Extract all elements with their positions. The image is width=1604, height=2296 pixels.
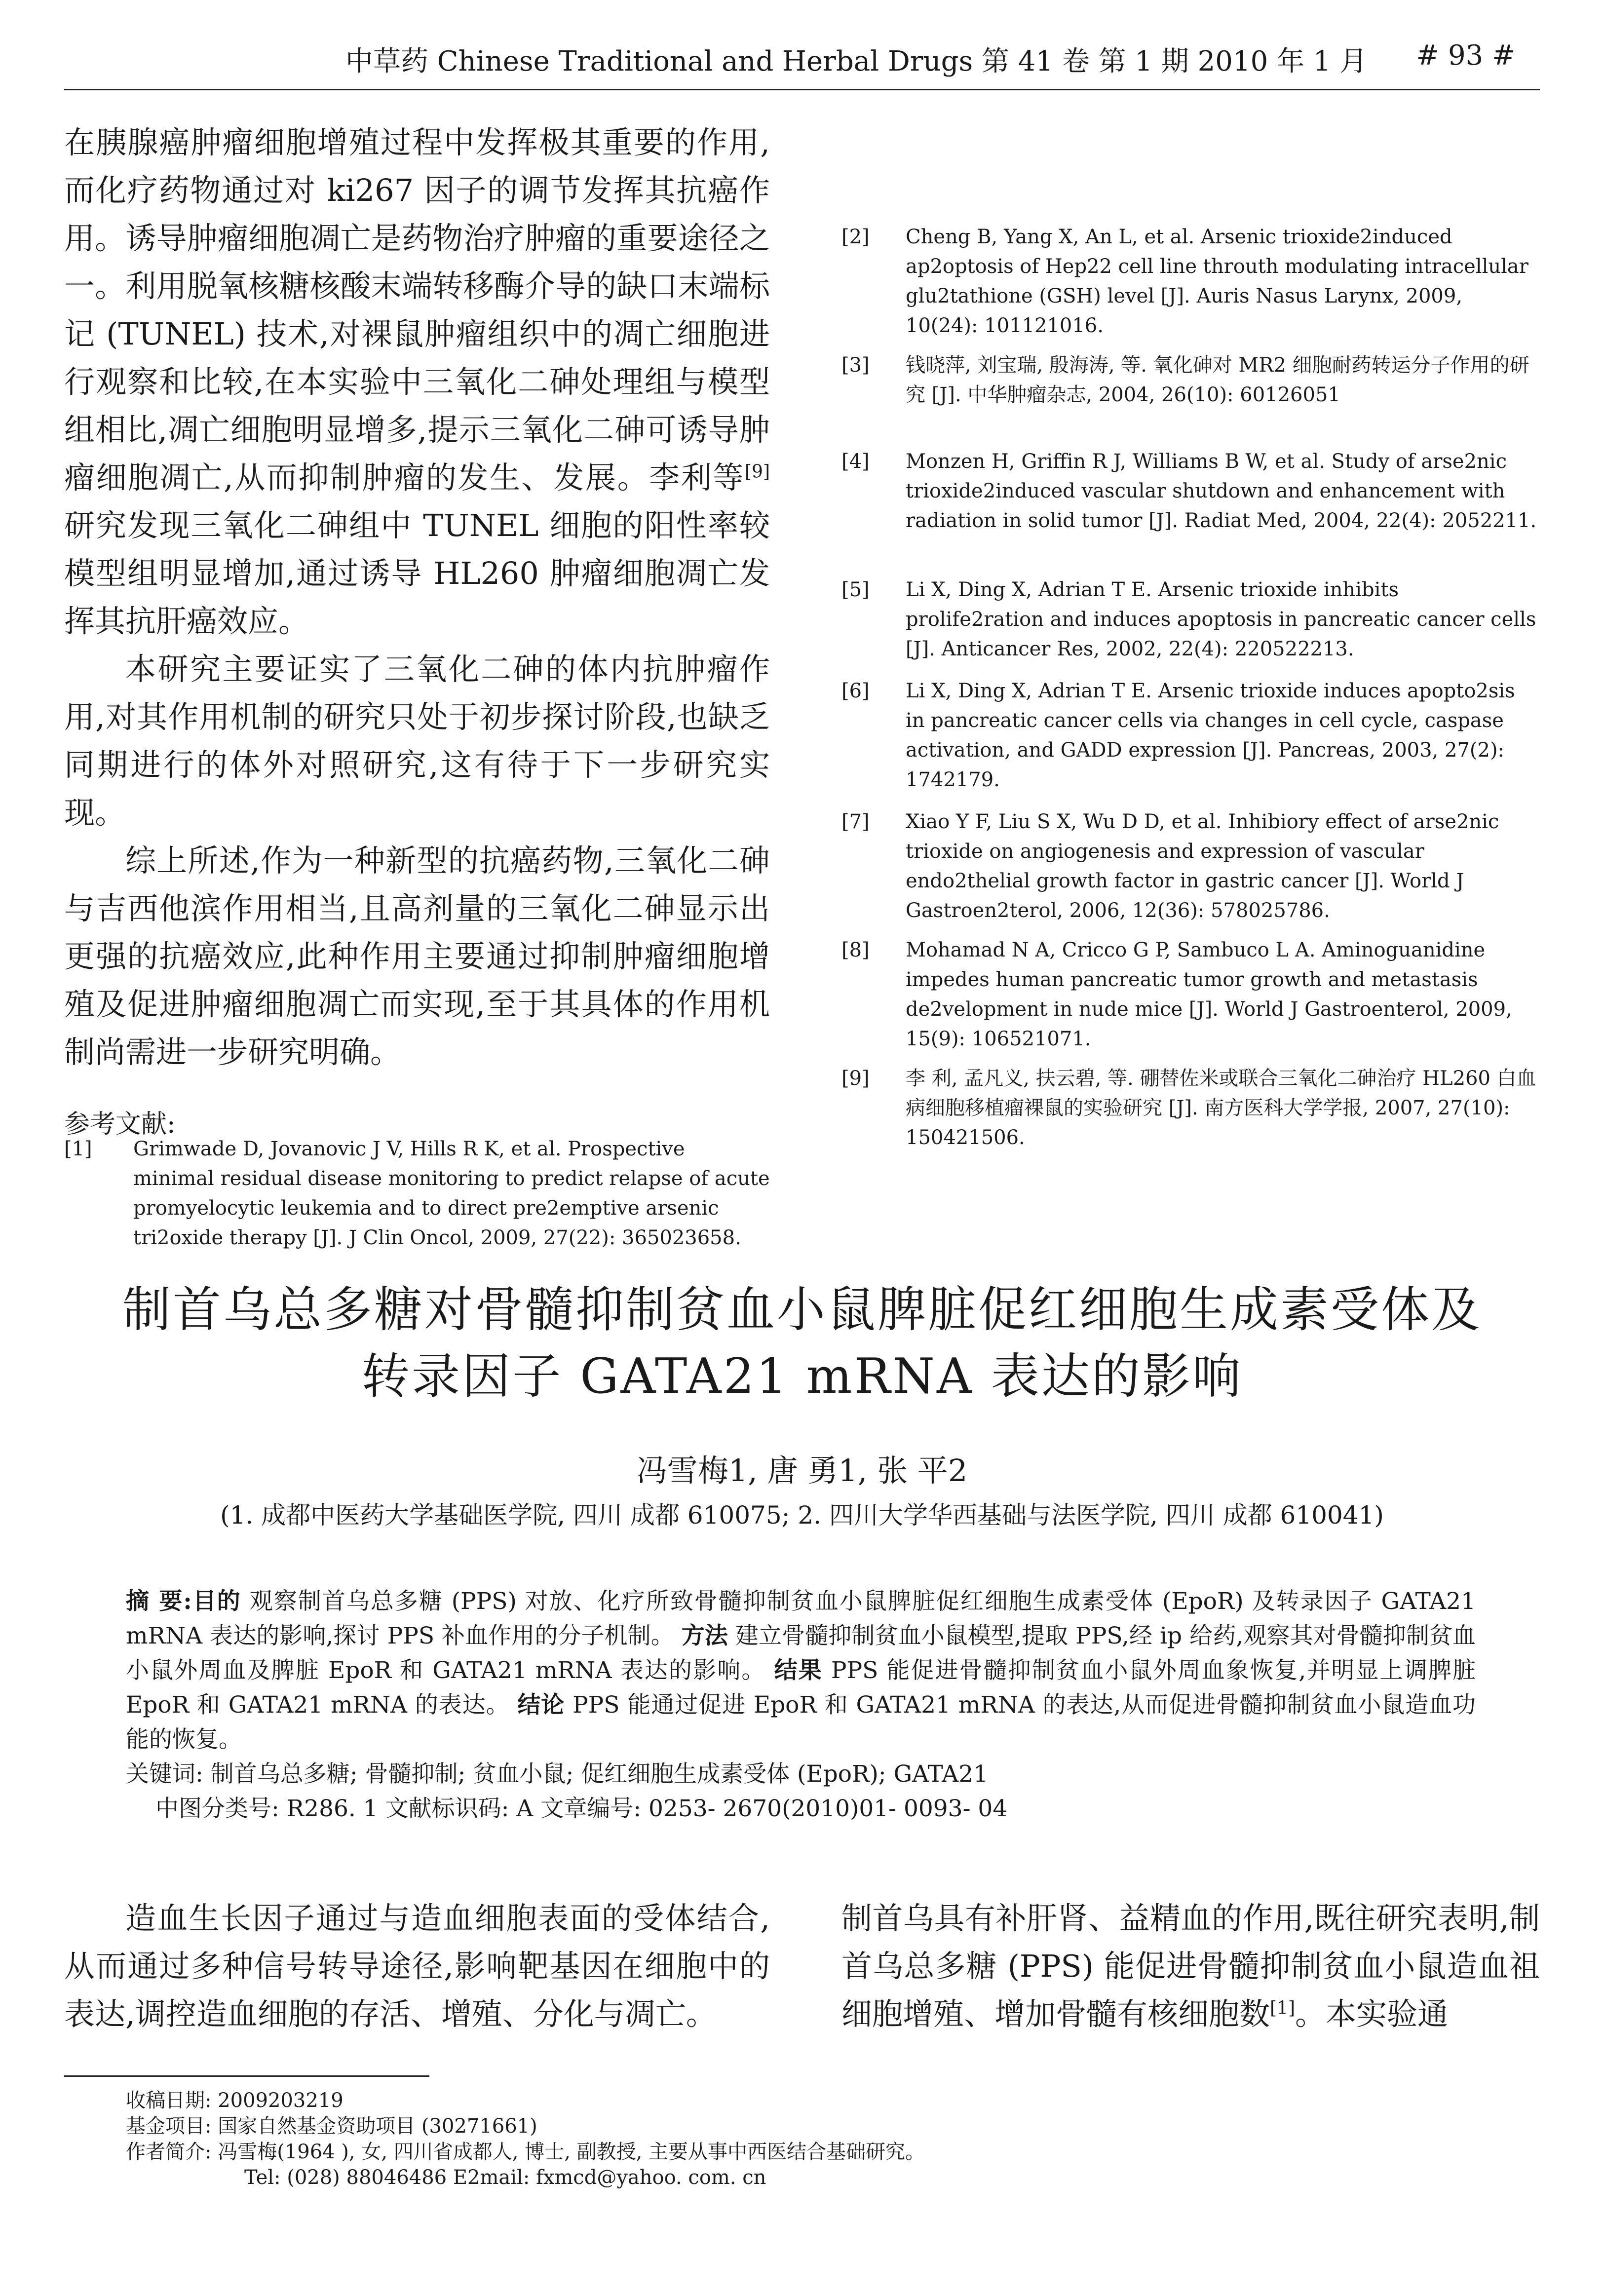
reference-item bbox=[841, 129, 1540, 159]
citation: [1] bbox=[1270, 1998, 1296, 2019]
intro-right-column: 制首乌具有补肝肾、益精血的作用,既往研究表明,制首乌总多糖 (PPS) 能促进骨髓抑制贫血小鼠造血祖细胞增殖、增加骨髓有核细胞数[1]。本实验通 bbox=[841, 1900, 1540, 2032]
contact-info: Tel: (028) 88046486 E2mail: fxmcd@yahoo. com. cn bbox=[244, 2166, 766, 2189]
abstract bbox=[126, 1584, 1476, 1826]
citation: [9] bbox=[745, 461, 770, 482]
body-paragraph: 在胰腺癌肿瘤细胞增殖过程中发挥极其重要的作用,而化疗药物通过对 ki267 因子的调节发挥其抗癌作用。诱导肿瘤细胞凋亡是药物治疗肿瘤的重要途径之一。利用脱氧核糖核酸末端转移酶介导的缺口末端标记 (TUNEL) 技术,对裸鼠肿瘤组织中的凋亡细胞进行观察和比较,在本实验中三氧化二砷处理组与模型组相比,凋亡细胞明显增多,提示三氧化二砷可诱导肿瘤细胞凋亡,从而抑制肿瘤的发生、发展。李利等[9]研究发现三氧化二砷组中 TUNEL 细胞的阳性率较模型组明显增加,通过诱导 HL260 肿瘤细胞凋亡发挥其抗肝癌效应。 bbox=[64, 124, 770, 639]
running-header bbox=[0, 39, 1604, 84]
header-rule bbox=[64, 89, 1540, 90]
footnote-rule bbox=[64, 2075, 429, 2077]
body-paragraph: 本研究主要证实了三氧化二砷的体内抗肿瘤作用,对其作用机制的研究只处于初步探讨阶段,也缺乏同期进行的体外对照研究,这有待于下一步研究实现。 bbox=[64, 651, 770, 831]
journal-title: 中草药 Chinese Traditional and Herbal Drugs 第 41 卷 第 1 期 2010 年 1 月 bbox=[345, 45, 1368, 77]
abstract-text: 摘 要:目的 观察制首乌总多糖 (PPS) 对放、化疗所致骨髓抑制贫血小鼠脾脏促红细胞生成素受体 (EpoR) 及转录因子 GATA21 mRNA 表达的影响,探讨 PPS 补血作用的分子机制。 方法 建立骨髓抑制贫血小鼠模型,提取 PPS,经 ip 给药,观察其对骨髓抑制贫血小鼠外周血及脾脏 EpoR 和 GATA21 mRNA 表达的影响。 结果 PPS 能促进骨髓抑制贫血小鼠外周血象恢复,并明显上调脾脏 EpoR 和 GATA21 mRNA 的表达。 结论 PPS 能通过促进 EpoR 和 GATA21 mRNA 的表达,从而促进骨髓抑制贫血小鼠造血功能的恢复。 bbox=[126, 1588, 1476, 1753]
article-title-line-1: 制首乌总多糖对骨髓抑制贫血小鼠脾脏促红细胞生成素受体及 bbox=[122, 1282, 1482, 1338]
left-column-body bbox=[64, 118, 770, 1076]
received-date: 收稿日期: 2009203219 bbox=[126, 2089, 344, 2112]
references-heading: 参考文献: bbox=[64, 1110, 176, 1139]
classification-line: 中图分类号: R286. 1 文献标识码: A 文章编号: 0253- 2670(2010)01- 0093- 04 bbox=[155, 1795, 1008, 1822]
article-title-line-2: 转录因子 GATA21 mRNA 表达的影响 bbox=[361, 1348, 1243, 1405]
intro-left-column: 造血生长因子通过与造血细胞表面的受体结合,从而通过多种信号转导途径,影响靶基因在细胞中的表达,调控造血细胞的存活、增殖、分化与凋亡。 bbox=[64, 1900, 770, 2032]
article-authors: 冯雪梅1, 唐 勇1, 张 平2 bbox=[636, 1453, 968, 1489]
body-paragraph: 综上所述,作为一种新型的抗癌药物,三氧化二砷与吉西他滨作用相当,且高剂量的三氧化二砷显示出更强的抗癌效应,此种作用主要通过抑制肿瘤细胞增殖及促进肿瘤细胞凋亡而实现,至于其具体的作用机制尚需进一步研究明确。 bbox=[64, 842, 770, 1070]
author-bio: 作者简介: 冯雪梅(1964 ), 女, 四川省成都人, 博士, 副教授, 主要从事中西医结合基础研究。 bbox=[126, 2141, 925, 2163]
keywords: 关键词: 制首乌总多糖; 骨髓抑制; 贫血小鼠; 促红细胞生成素受体 (EpoR); GATA21 bbox=[126, 1760, 989, 1788]
article-affiliation: (1. 成都中医药大学基础医学院, 四川 成都 610075; 2. 四川大学华西基础与法医学院, 四川 成都 610041) bbox=[220, 1501, 1384, 1530]
fund-info: 基金项目: 国家自然基金资助项目 (30271661) bbox=[126, 2115, 537, 2138]
page-number: # 93 # bbox=[1416, 39, 1515, 72]
footnotes bbox=[126, 2088, 1409, 2190]
